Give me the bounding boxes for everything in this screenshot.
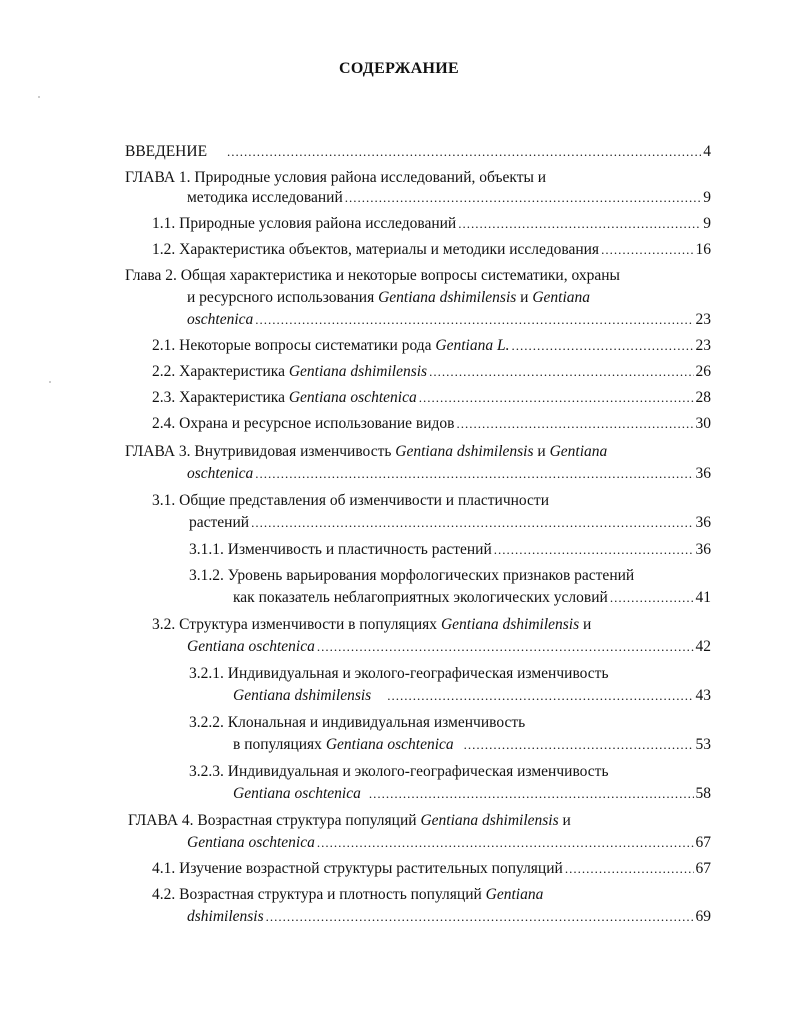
- toc-page-number: 4: [703, 143, 711, 160]
- toc-label: 1.2. Характеристика объектов, материалы и методики исследования: [152, 241, 600, 258]
- species-name: Gentiana: [532, 289, 591, 306]
- toc-label: 2.4. Охрана и ресурсное использование видов: [152, 415, 455, 432]
- toc-entry-section-3-2-3-line-1[interactable]: [189, 762, 711, 782]
- toc-label: [128, 811, 571, 831]
- toc-label: [233, 735, 454, 755]
- species-name: Gentiana oschtenica: [288, 389, 417, 406]
- toc-label: 1.1. Природные условия района исследований: [152, 215, 457, 232]
- toc-text: 2.3. Характеристика: [152, 389, 289, 406]
- toc-entry-chapter-1-line-2[interactable]: [187, 188, 711, 208]
- species-name: Gentiana: [549, 443, 608, 460]
- toc-text: и: [558, 812, 571, 829]
- toc-label: [152, 336, 509, 356]
- toc-entry-chapter-3-line-1[interactable]: [125, 442, 711, 462]
- dot-leader: [565, 859, 694, 879]
- toc-text: 2.1. Некоторые вопросы систематики рода: [152, 337, 436, 354]
- toc-page-number: 9: [703, 215, 711, 232]
- dot-leader: [419, 388, 694, 408]
- scan-speck: [38, 96, 40, 98]
- toc-label: 3.2.2. Клональная и индивидуальная изменчивость: [189, 714, 526, 731]
- toc-entry-section-2-2[interactable]: [152, 362, 711, 382]
- toc-entry-section-3-2-line-1[interactable]: [152, 615, 711, 635]
- species-name: oschtenica: [187, 465, 254, 482]
- toc-text: и ресурсного использования: [187, 289, 379, 306]
- toc-page-number: 42: [695, 638, 711, 655]
- toc-entry-chapter-3-line-2[interactable]: [187, 464, 711, 484]
- species-name: Gentiana oschtenica: [233, 785, 361, 802]
- toc-page-number: 23: [695, 337, 711, 354]
- toc-page-number: 16: [695, 241, 711, 258]
- toc-entry-chapter-4-line-1[interactable]: [128, 811, 711, 831]
- dot-leader: [610, 588, 694, 608]
- toc-entry-section-4-2-line-1[interactable]: [152, 885, 711, 905]
- toc-label: ГЛАВА 1. Природные условия района исследований, объекты и: [125, 169, 547, 186]
- toc-label: [152, 388, 417, 408]
- dot-leader: [227, 142, 701, 162]
- species-name: Gentiana dshimilensis: [233, 687, 372, 704]
- dot-leader: [266, 907, 694, 927]
- toc-entry-section-4-1[interactable]: [152, 859, 711, 879]
- toc-page-number: 28: [695, 389, 711, 406]
- toc-text: и: [533, 443, 550, 460]
- toc-text: ГЛАВА 3. Внутривидовая изменчивость: [125, 443, 396, 460]
- toc-label: 4.1. Изучение возрастной структуры растительных популяций: [152, 860, 563, 877]
- toc-text: и: [579, 616, 592, 633]
- species-name: Gentiana dshimilensis: [288, 363, 428, 380]
- toc-label: ВВЕДЕНИЕ: [125, 143, 208, 160]
- species-name: oschtenica: [187, 311, 254, 328]
- toc-text: 3.2. Структура изменчивости в популяциях: [152, 616, 441, 633]
- dot-leader: [458, 214, 701, 234]
- dot-leader: [457, 414, 694, 434]
- toc-text: 4.2. Возрастная структура и плотность популяций: [152, 886, 486, 903]
- toc-entry-section-2-1[interactable]: [152, 336, 711, 356]
- toc-label: растений: [189, 514, 250, 531]
- species-name: Gentiana L.: [435, 337, 510, 354]
- species-name: Gentiana dshimilensis: [395, 443, 534, 460]
- toc-entry-section-3-1-2-line-1[interactable]: [189, 566, 711, 586]
- dot-leader: [601, 240, 693, 260]
- dot-leader: [464, 735, 694, 755]
- scan-speck: [49, 381, 51, 383]
- toc-text: 2.2. Характеристика: [152, 363, 289, 380]
- toc-page-number: 36: [695, 514, 711, 531]
- dot-leader: [429, 362, 693, 382]
- toc-page-number: 26: [695, 363, 711, 380]
- toc-entry-section-2-4[interactable]: [152, 414, 711, 434]
- dot-leader: [255, 310, 693, 330]
- toc-page-number: 36: [695, 465, 711, 482]
- dot-leader: [369, 784, 694, 804]
- toc-page-number: 36: [695, 541, 711, 558]
- dot-leader: [345, 188, 701, 208]
- toc-text: и: [516, 289, 533, 306]
- toc-label: 3.2.1. Индивидуальная и эколого-географическая изменчивость: [189, 665, 609, 682]
- toc-text: в популяциях: [233, 736, 326, 753]
- species-name: Gentiana oschtenica: [187, 834, 315, 851]
- toc-entry-section-3-2-1-line-2[interactable]: [233, 686, 711, 706]
- toc-page-number: 67: [695, 834, 711, 851]
- toc-entry-section-2-3[interactable]: [152, 388, 711, 408]
- toc-entry-section-3-2-1-line-1[interactable]: [189, 664, 711, 684]
- toc-entry-section-4-2-line-2[interactable]: [187, 907, 711, 927]
- dot-leader: [317, 637, 694, 657]
- toc-page-number: 41: [695, 589, 711, 606]
- toc-page-number: 23: [695, 311, 711, 328]
- species-name: Gentiana oschtenica: [325, 736, 454, 753]
- toc-page-number: 53: [695, 736, 711, 753]
- toc-entry-section-3-2-3-line-2[interactable]: [233, 784, 711, 804]
- dot-leader: [251, 513, 693, 533]
- toc-label: [187, 288, 590, 308]
- toc-page-number: 30: [695, 415, 711, 432]
- dot-leader: [511, 336, 693, 356]
- toc-page-number: 58: [695, 785, 711, 802]
- toc-entry-section-3-1-2-line-2[interactable]: [233, 588, 711, 608]
- toc-entry-introduction[interactable]: [125, 142, 711, 162]
- toc-label: [152, 615, 591, 635]
- toc-entry-section-3-1-line-2[interactable]: [189, 513, 711, 533]
- toc-label: методика исследований: [187, 189, 343, 206]
- toc-label: Глава 2. Общая характеристика и некоторые вопросы систематики, охраны: [125, 267, 620, 284]
- species-name: dshimilensis: [187, 908, 264, 925]
- dot-leader: [255, 464, 693, 484]
- dot-leader: [494, 540, 694, 560]
- species-name: Gentiana: [485, 886, 544, 903]
- toc-entry-chapter-1-line-1[interactable]: [125, 168, 711, 188]
- toc-entry-chapter-2-line-3[interactable]: [187, 310, 711, 330]
- toc-entry-section-1-2[interactable]: [152, 240, 711, 260]
- dot-leader: [387, 686, 693, 706]
- toc-entry-section-3-2-2-line-2[interactable]: [233, 735, 711, 755]
- species-name: Gentiana dshimilensis: [378, 289, 517, 306]
- species-name: Gentiana dshimilensis: [420, 812, 559, 829]
- toc-page-number: 43: [695, 687, 711, 704]
- toc-label: [125, 442, 607, 462]
- toc-label: 3.2.3. Индивидуальная и эколого-географическая изменчивость: [189, 763, 609, 780]
- toc-entry-chapter-2-line-2[interactable]: [187, 288, 711, 308]
- toc-entry-chapter-2-line-1[interactable]: [125, 266, 711, 286]
- toc-entry-section-1-1[interactable]: [152, 214, 711, 234]
- page-title: СОДЕРЖАНИЕ: [338, 60, 460, 77]
- toc-label: [152, 885, 543, 905]
- toc-label: [152, 362, 427, 382]
- toc-entry-section-3-1-line-1[interactable]: [152, 491, 711, 511]
- toc-page-number: 9: [703, 189, 711, 206]
- species-name: Gentiana dshimilensis: [440, 616, 580, 633]
- toc-page-number: 69: [695, 908, 711, 925]
- toc-entry-section-3-2-line-2[interactable]: [187, 637, 711, 657]
- toc-label: 3.1. Общие представления об изменчивости и пластичности: [152, 492, 549, 509]
- toc-entry-section-3-2-2-line-1[interactable]: [189, 713, 711, 733]
- toc-label: 3.1.1. Изменчивость и пластичность растений: [189, 541, 492, 558]
- species-name: Gentiana oschtenica: [187, 638, 315, 655]
- toc-label: 3.1.2. Уровень варьирования морфологических признаков растений: [189, 567, 635, 584]
- toc-entry-section-3-1-1[interactable]: [189, 540, 711, 560]
- toc-page-number: 67: [695, 860, 711, 877]
- dot-leader: [317, 833, 694, 853]
- toc-text: ГЛАВА 4. Возрастная структура популяций: [128, 812, 421, 829]
- toc-entry-chapter-4-line-2[interactable]: [187, 833, 711, 853]
- toc-label: как показатель неблагоприятных экологических условий: [233, 589, 608, 606]
